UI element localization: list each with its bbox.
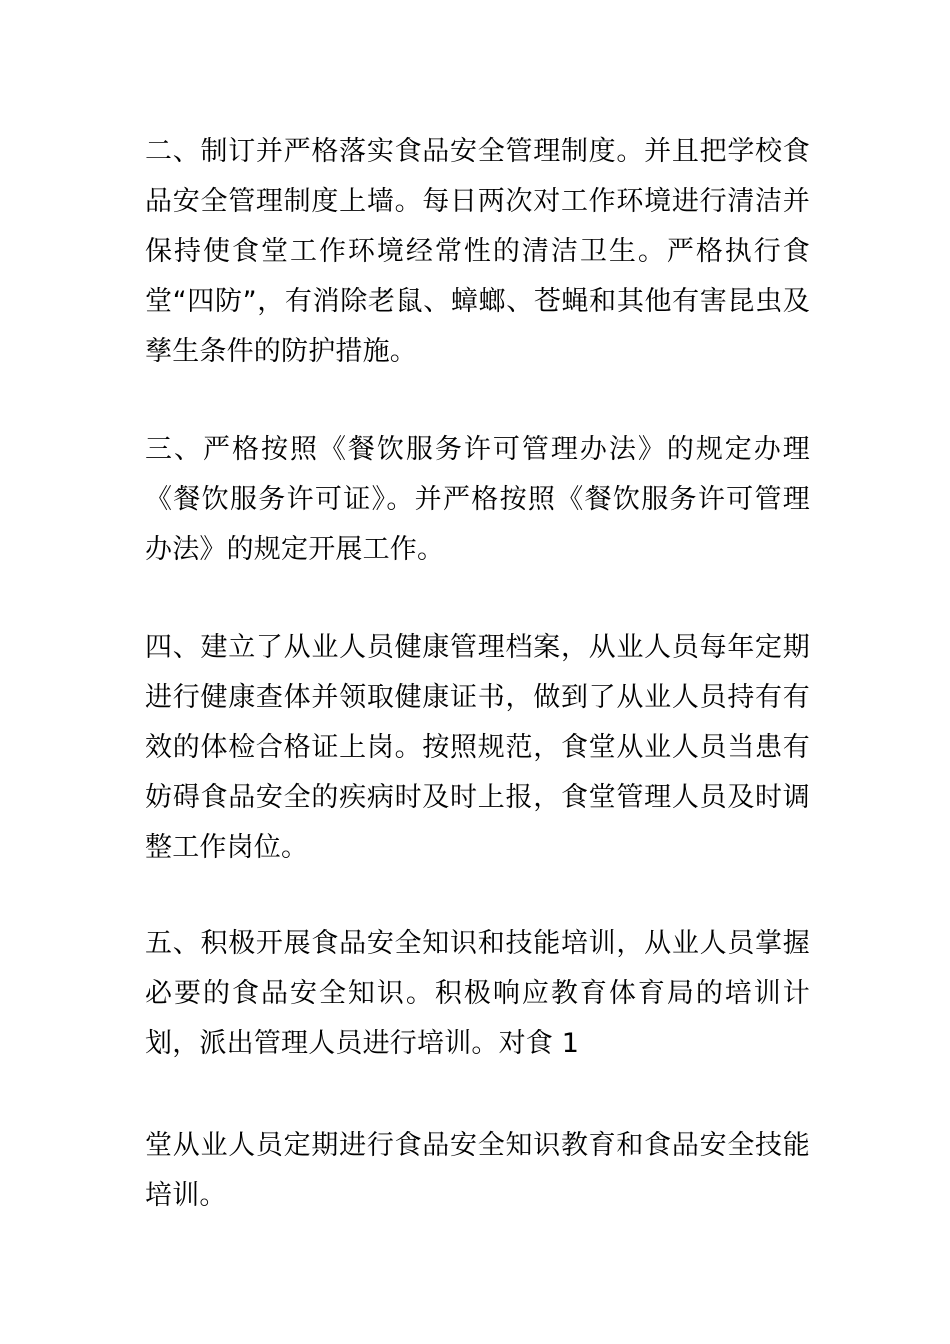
paragraph-4-health-records: 四、建立了从业人员健康管理档案，从业人员每年定期进行健康查体并领取健康证书，做到了从业人员持有有效的体检合格证上岗。按照规范，食堂从业人员当患有妨碍食品安全的疾病时及时上报，食堂管理人员及时调整工作岗位。: [145, 632, 810, 863]
paragraph-5-training: 五、积极开展食品安全知识和技能培训，从业人员掌握必要的食品安全知识。积极响应教育体育局的培训计划，派出管理人员进行培训。对食 1: [145, 928, 810, 1059]
paragraph-3-catering-permit: 三、严格按照《餐饮服务许可管理办法》的规定办理《餐饮服务许可证》。并严格按照《餐饮服务许可管理办法》的规定开展工作。: [145, 434, 810, 565]
paragraph-5-continued: 堂从业人员定期进行食品安全知识教育和食品安全技能培训。: [145, 1130, 810, 1211]
paragraph-2-food-safety-system: 二、制订并严格落实食品安全管理制度。并且把学校食品安全管理制度上墙。每日两次对工作环境进行清洁并保持使食堂工作环境经常性的清洁卫生。严格执行食堂“四防”，有消除老鼠、蟑螂、苍蝇和其他有害昆虫及孳生条件的防护措施。: [145, 136, 810, 367]
